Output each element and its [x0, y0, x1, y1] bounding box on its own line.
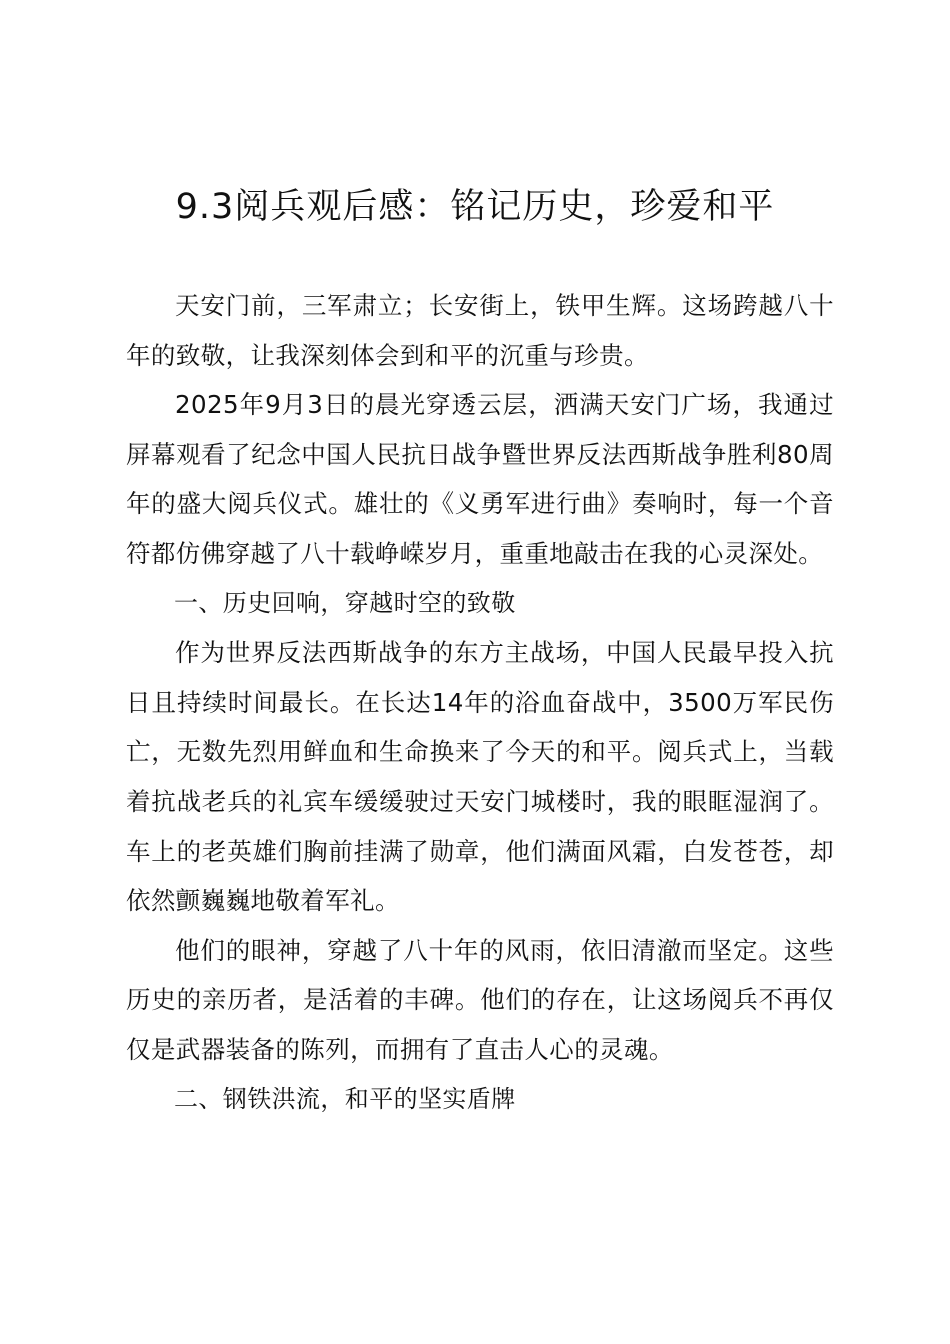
section-heading-1: 一、历史回响，穿越时空的致敬: [174, 588, 516, 617]
section-heading-2: 二、钢铁洪流，和平的坚实盾牌: [174, 1084, 516, 1113]
paragraph-veterans: 他们的眼神，穿越了八十年的风雨，依旧清澈而坚定。这些历史的亲历者，是活着的丰碑。他们的存在，让这场阅兵不再仅仅是武器装备的陈列，而拥有了直击人心的灵魂。: [126, 935, 834, 1064]
paragraph-ceremony: 2025年9月3日的晨光穿透云层，洒满天安门广场，我通过屏幕观看了纪念中国人民抗日战争暨世界反法西斯战争胜利80周年的盛大阅兵仪式。雄壮的《义勇军进行曲》奏响时，每一个音符都仿佛穿越了八十载峥嵘岁月，重重地敲击在我的心灵深处。: [126, 390, 834, 568]
paragraph-history: 作为世界反法西斯战争的东方主战场，中国人民最早投入抗日且持续时间最长。在长达14年的浴血奋战中，3500万军民伤亡，无数先烈用鲜血和生命换来了今天的和平。阅兵式上，当载着抗战老兵的礼宾车缓缓驶过天安门城楼时，我的眼眶湿润了。车上的老英雄们胸前挂满了勋章，他们满面风霜，白发苍苍，却依然颤巍巍地敬着军礼。: [126, 638, 834, 916]
paragraph-intro: 天安门前，三军肃立；长安街上，铁甲生辉。这场跨越八十年的致敬，让我深刻体会到和平的沉重与珍贵。: [126, 291, 834, 370]
document-body: [126, 281, 834, 1124]
document-title: 9.3阅兵观后感：铭记历史，珍爱和平: [175, 187, 775, 227]
